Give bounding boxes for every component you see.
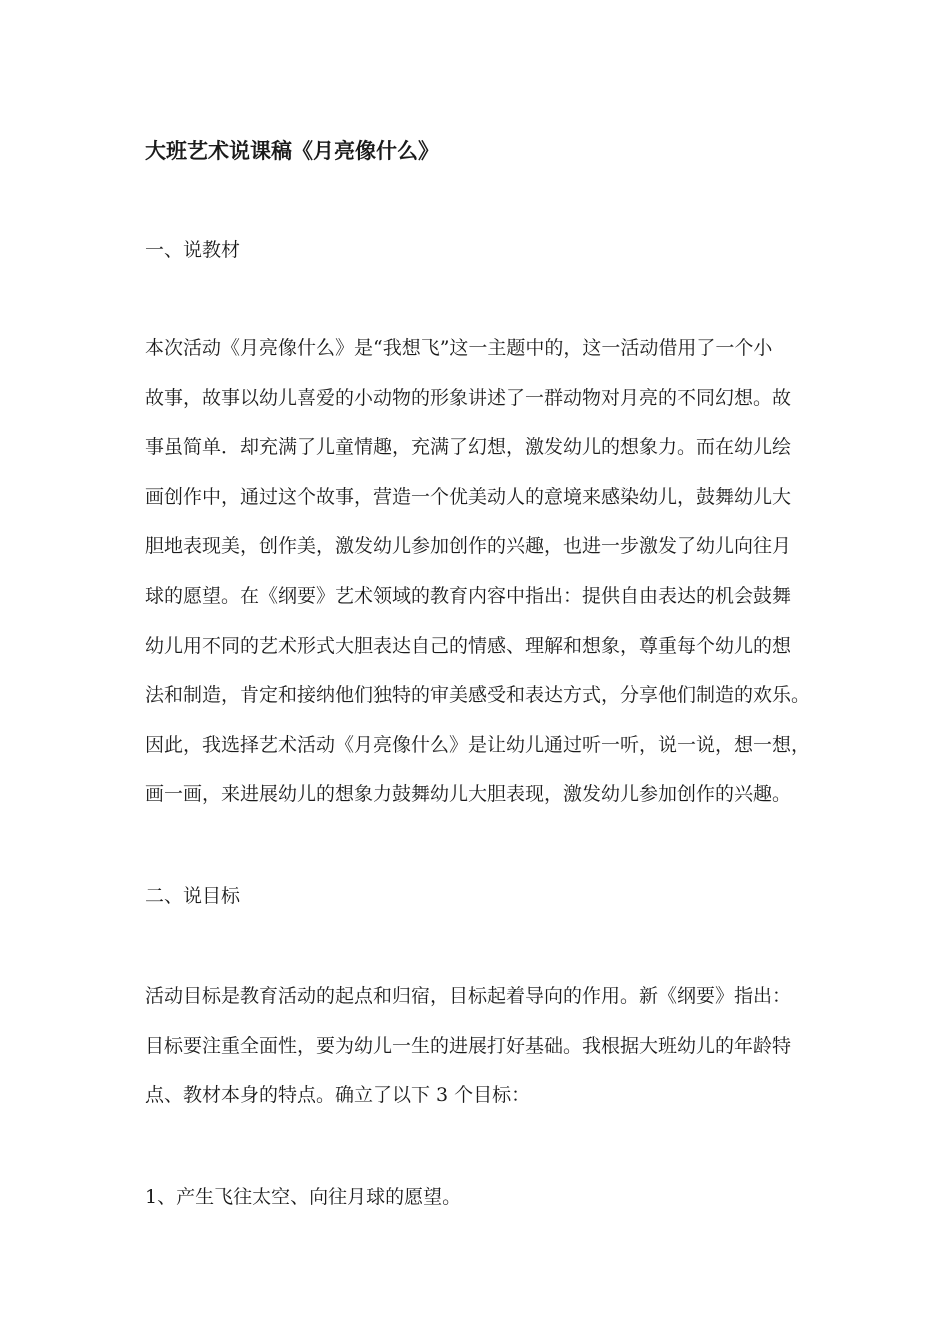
- text-line: 画创作中，通过这个故事，营造一个优美动人的意境来感染幼儿，鼓舞幼儿大: [145, 485, 792, 508]
- text-line: 画一画，来进展幼儿的想象力鼓舞幼儿大胆表现，激发幼儿参加创作的兴趣。: [145, 783, 792, 806]
- text-line: 胆地表现美，创作美，激发幼儿参加创作的兴趣，也进一步激发了幼儿向往月: [145, 535, 792, 558]
- text-line: 球的愿望。在《纲要》艺术领域的教育内容中指出：提供自由表达的机会鼓舞: [145, 584, 792, 607]
- text-line: 点、教材本身的特点。确立了以下 3 个目标：: [145, 1084, 531, 1107]
- text-line: 目标要注重全面性，要为幼儿一生的进展打好基础。我根据大班幼儿的年龄特: [145, 1034, 792, 1057]
- text-line: 法和制造，肯定和接纳他们独特的审美感受和表达方式，分享他们制造的欢乐。: [145, 684, 811, 707]
- text-line: 故事，故事以幼儿喜爱的小动物的形象讲述了一群动物对月亮的不同幻想。故: [145, 386, 792, 409]
- section-heading-materials: 一、说教材: [145, 239, 241, 261]
- paragraph-goals: [145, 982, 825, 1131]
- text-line: 活动目标是教育活动的起点和归宿，目标起着导向的作用。新《纲要》指出：: [145, 985, 792, 1007]
- text-line: 因此，我选择艺术活动《月亮像什么》是让幼儿通过听一听，说一说，想一想，: [145, 733, 811, 756]
- goal-item-1: 1、产生飞往太空、向往月球的愿望。: [145, 1186, 462, 1208]
- section-heading-goals: 二、说目标: [145, 885, 241, 907]
- document-title: 大班艺术说课稿《月亮像什么》: [145, 138, 439, 163]
- text-line: 幼儿用不同的艺术形式大胆表达自己的情感、理解和想象，尊重每个幼儿的想: [145, 634, 792, 657]
- paragraph-materials: [145, 334, 825, 830]
- text-line: 事虽简单．却充满了儿童情趣，充满了幻想，激发幼儿的想象力。而在幼儿绘: [145, 436, 792, 459]
- text-line: 本次活动《月亮像什么》是“我想飞”这一主题中的，这一活动借用了一个小: [145, 337, 773, 359]
